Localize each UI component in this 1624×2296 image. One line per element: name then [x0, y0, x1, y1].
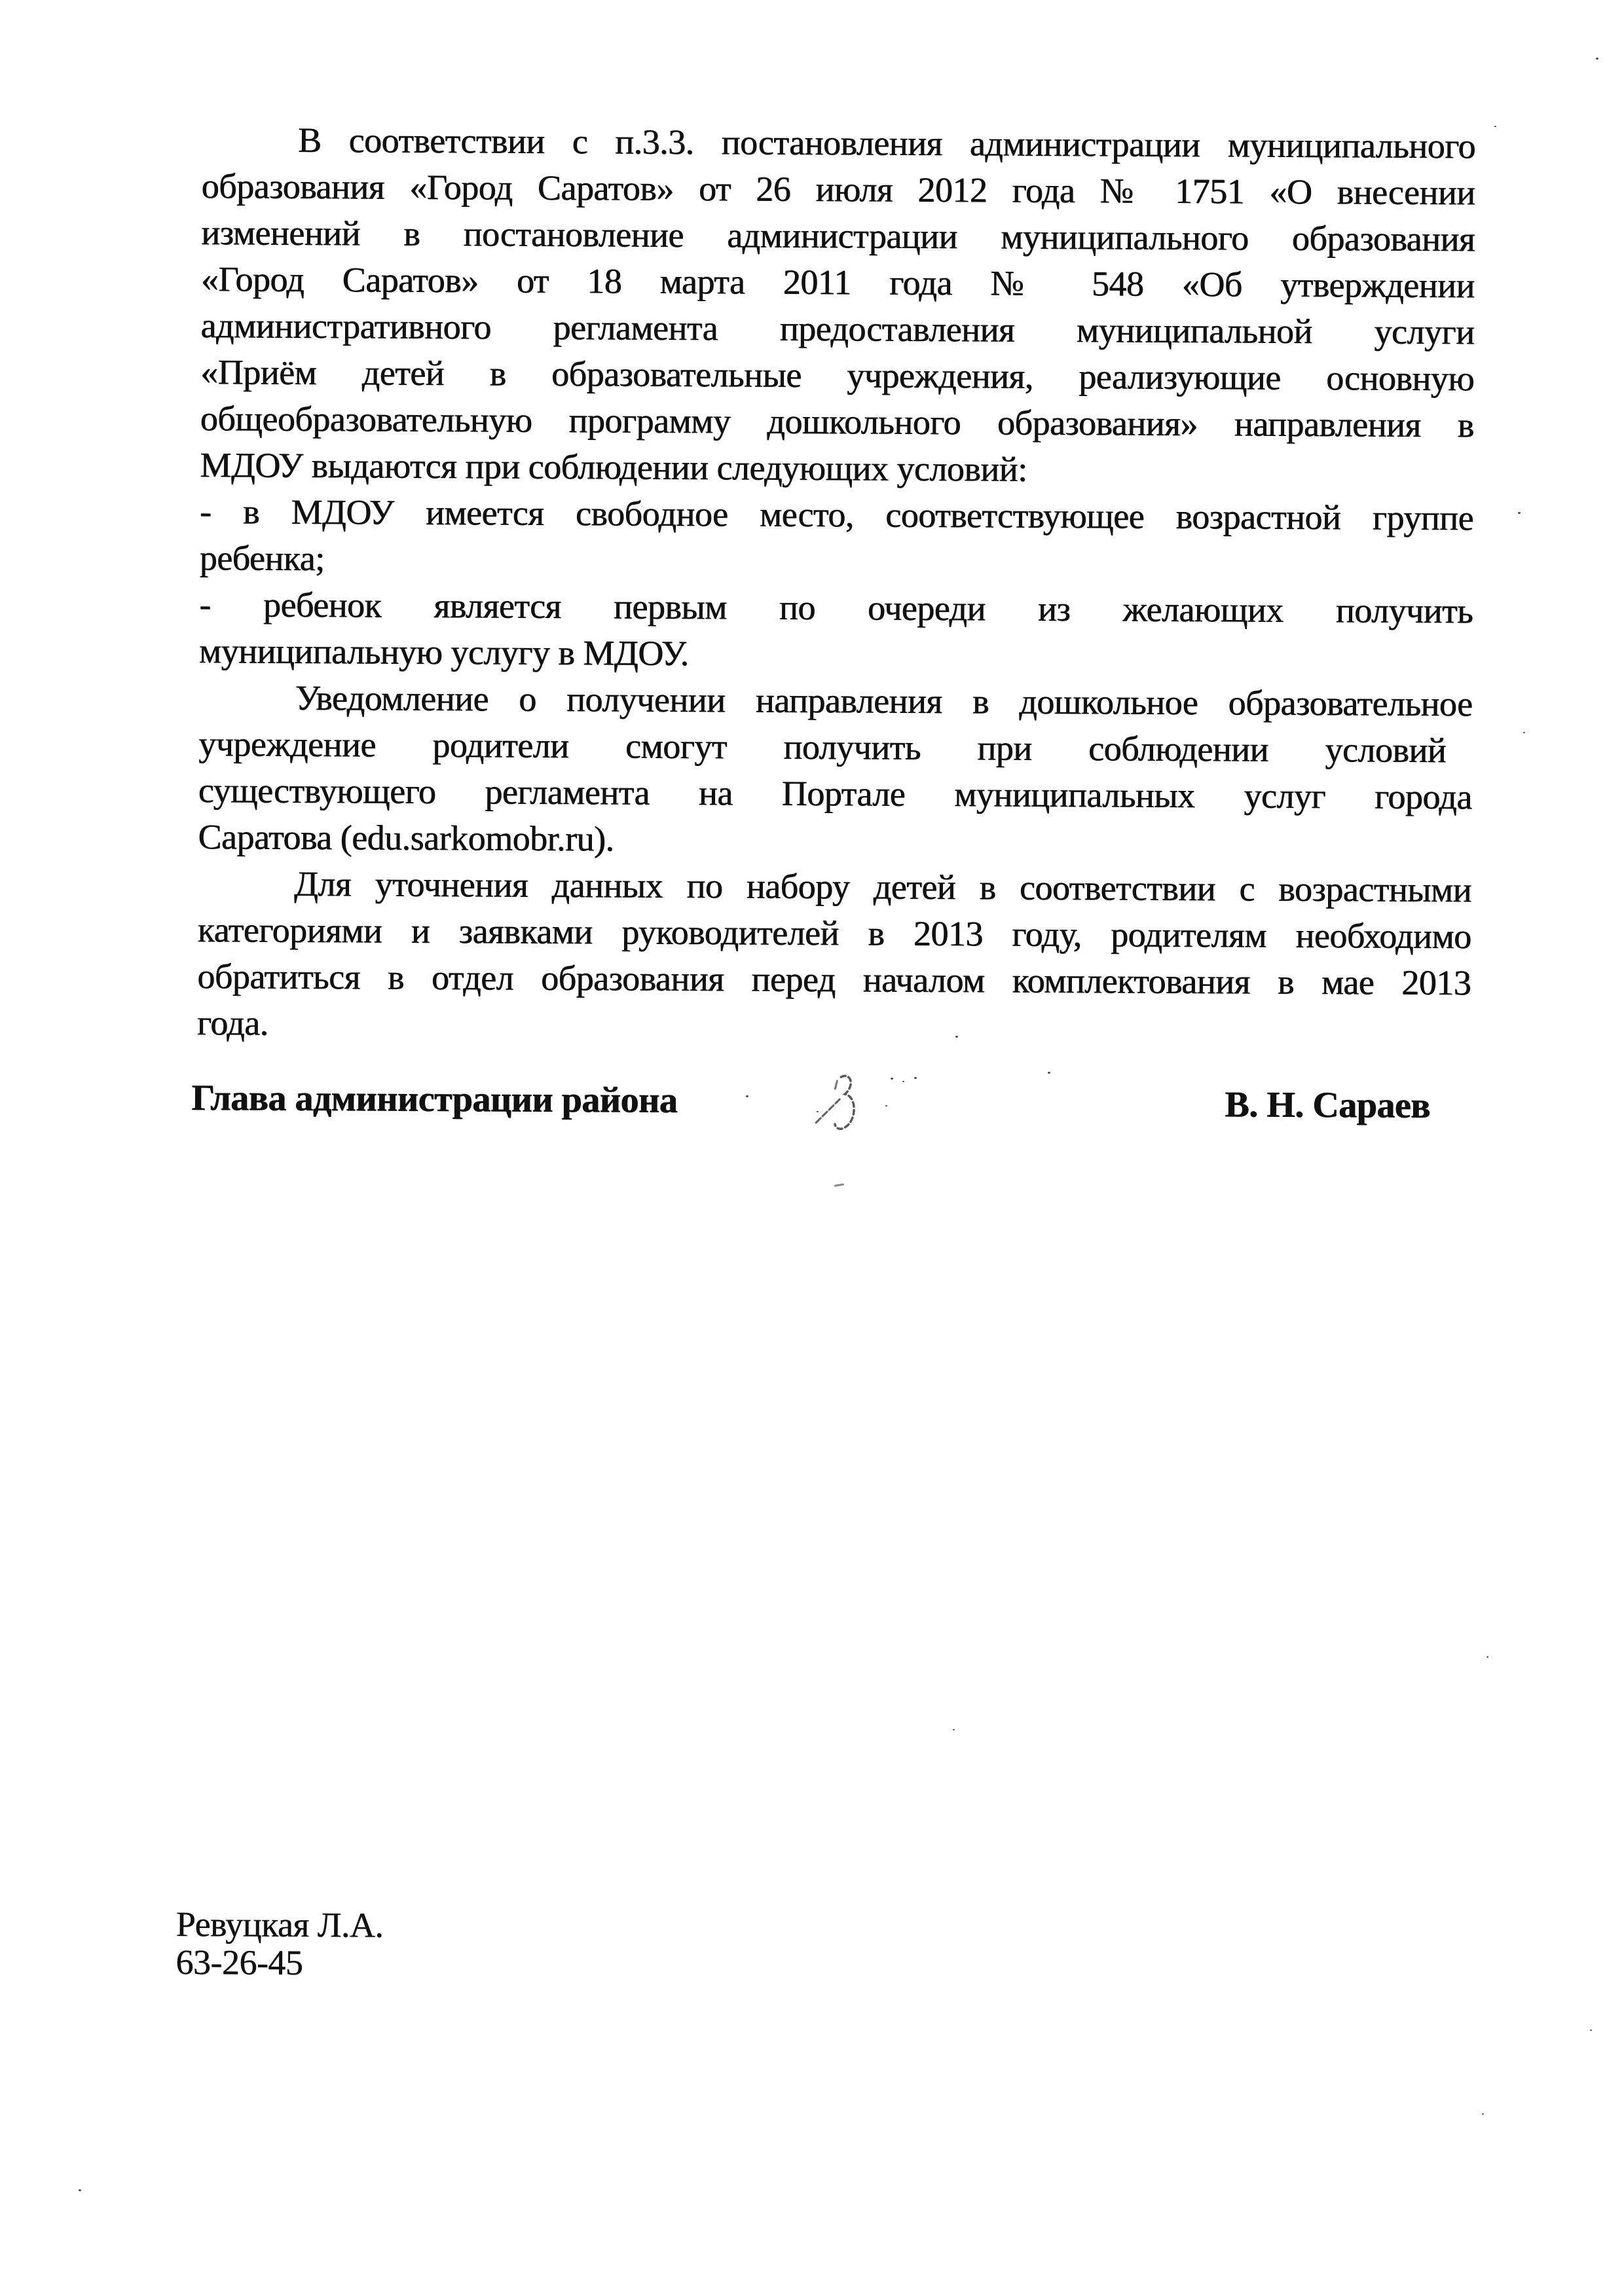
scan-speck: [891, 1078, 893, 1080]
scan-speck: [902, 1081, 904, 1082]
scan-speck: [1518, 512, 1521, 514]
body-line: категориями и заявками руководителей в 2013 году, родителям необходимо: [197, 909, 1471, 957]
body-line: изменений в постановление администрации муниципального образования: [200, 212, 1475, 259]
scan-speck: [1048, 1072, 1050, 1074]
scan-speck: [1590, 2030, 1592, 2031]
signature-title: Глава администрации района: [191, 1077, 678, 1121]
scan-speck: [955, 1036, 958, 1038]
body-line: Саратова (edu.sarkomobr.ru).: [198, 816, 614, 859]
scan-speck: [914, 1077, 917, 1079]
scan-speck: [79, 2189, 81, 2191]
body-line: «Город Саратов» от 18 марта 2011 года № 548 «Об утверждении: [200, 259, 1475, 306]
signature-mark: [806, 1063, 885, 1201]
body-line: В соответствии с п.3.3. постановления администрации муниципального: [297, 120, 1476, 166]
body-line: ребенка;: [199, 538, 325, 578]
scan-speck: [953, 1729, 955, 1730]
body-line: существующего регламента на Портале муниципальных услуг города: [198, 770, 1472, 817]
body-line: - ребенок является первым по очереди из желающих получить: [199, 584, 1473, 631]
body-line: общеобразовательную программу дошкольного образования» направления в: [200, 398, 1474, 445]
body-line: муниципальную услугу в МДОУ.: [198, 630, 689, 673]
signature-name: В. Н. Сараев: [1225, 1084, 1430, 1126]
scan-speck: [1482, 2113, 1484, 2115]
body-text-block: [1, 0, 1624, 1043]
body-line: административного регламента предоставления муниципальной услуги: [200, 305, 1475, 352]
body-line: Уведомление о получении направления в дошкольное образовательное: [295, 678, 1473, 724]
body-line: года.: [196, 1002, 268, 1043]
body-line: - в МДОУ имеется свободное место, соответствующее возрастной группе: [199, 491, 1474, 538]
scan-speck: [885, 1105, 887, 1106]
body-line: МДОУ выдаются при соблюдении следующих условий:: [200, 445, 1027, 489]
scan-speck: [1523, 732, 1525, 733]
contact-phone-number: 63-26-45: [175, 1942, 303, 1982]
scan-speck: [1596, 58, 1598, 60]
body-line: учреждение родители смогут получить при соблюдении условий: [198, 723, 1447, 770]
body-line: обратиться в отдел образования перед началом комплектования в мае 2013: [197, 956, 1471, 1003]
scan-speck: [1486, 1656, 1488, 1658]
scan-speck: [817, 1111, 819, 1112]
body-line: образования «Город Саратов» от 26 июля 2012 года № 1751 «О внесении: [201, 166, 1475, 213]
contact-person-name: Ревуцкая Л.А.: [175, 1904, 384, 1945]
body-line: «Приём детей в образовательные учреждения, реализующие основную: [200, 352, 1475, 399]
body-line: Для уточнения данных по набору детей в соответствии с возрастными: [293, 864, 1472, 910]
scan-speck: [1494, 126, 1496, 127]
scan-speck: [746, 1095, 748, 1097]
